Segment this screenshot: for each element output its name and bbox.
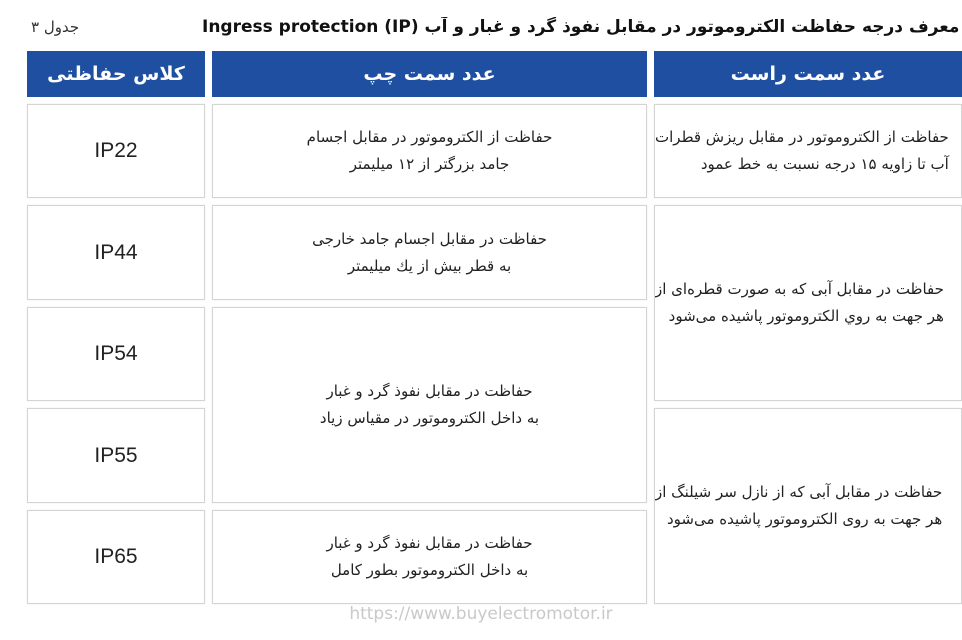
header-right-digit: عدد سمت راست: [654, 51, 962, 97]
table-title: معرف درجه حفاظت الکتروموتور در مقابل نفوذ گرد و غبار و آب (Ingress protection (IP: [202, 17, 960, 37]
ip-class-cell: [27, 307, 205, 401]
left-digit-line: حفاظت در مقابل نفوذ گرد و غبار: [326, 534, 533, 552]
ip-class-label: IP55: [94, 443, 138, 467]
header-left-digit: عدد سمت چپ: [212, 51, 647, 97]
left-digit-line: حفاظت از الکتروموتور در مقابل اجسام: [306, 128, 553, 146]
right-digit-cell: [654, 104, 962, 198]
right-digit-line: آب تا زاویه ۱۵ درجه نسبت به خط عمود: [700, 155, 949, 173]
right-digit-line: حفاظت در مقابل آبی که به صورت قطره‌ای از: [655, 280, 944, 298]
left-digit-line: به قطر بیش از یك میلیمتر: [347, 256, 512, 275]
ip-class-cell: [27, 408, 205, 503]
header-protection-class: کلاس حفاظتی: [27, 51, 205, 97]
left-digit-line: حفاظت در مقابل اجسام جامد خارجی: [312, 229, 547, 248]
left-digit-cell: [212, 510, 647, 604]
right-digit-line: حفاظت از الکتروموتور در مقابل ریزش قطرات: [655, 128, 949, 146]
left-digit-line: جامد بزرگتر از ۱۲ میلیمتر: [349, 155, 510, 173]
left-digit-cell: [212, 307, 647, 503]
watermark: https://www.buyelectromotor.ir: [349, 604, 613, 624]
table-number: جدول ۳: [31, 18, 80, 36]
table-title-bar: [0, 14, 962, 40]
right-digit-cell: [654, 205, 962, 401]
left-digit-line: حفاظت در مقابل نفوذ گرد و غبار: [326, 382, 533, 400]
ip-class-label: IP65: [94, 545, 138, 568]
ip-class-cell: [27, 205, 205, 300]
left-digit-line: به داخل الکتروموتور در مقیاس زیاد: [319, 409, 540, 427]
right-digit-line: حفاظت در مقابل آبی که از نازل سر شیلنگ از: [655, 483, 943, 501]
ip-class-label: IP22: [94, 139, 138, 162]
left-digit-line: به داخل الکتروموتور بطور کامل: [330, 561, 529, 579]
right-digit-line: هر جهت به روی الکتروموتور پاشیده می‌شود: [666, 510, 943, 528]
right-digit-line: هر جهت به روي الکتروموتور پاشیده می‌شود: [668, 307, 944, 325]
right-digit-cell: [654, 408, 962, 604]
ip-class-cell: [27, 104, 205, 198]
left-digit-cell: [212, 205, 647, 300]
left-digit-cell: [212, 104, 647, 198]
ip-class-label: IP44: [94, 240, 138, 264]
ip-class-cell: [27, 510, 205, 604]
ip-class-label: IP54: [94, 342, 138, 365]
